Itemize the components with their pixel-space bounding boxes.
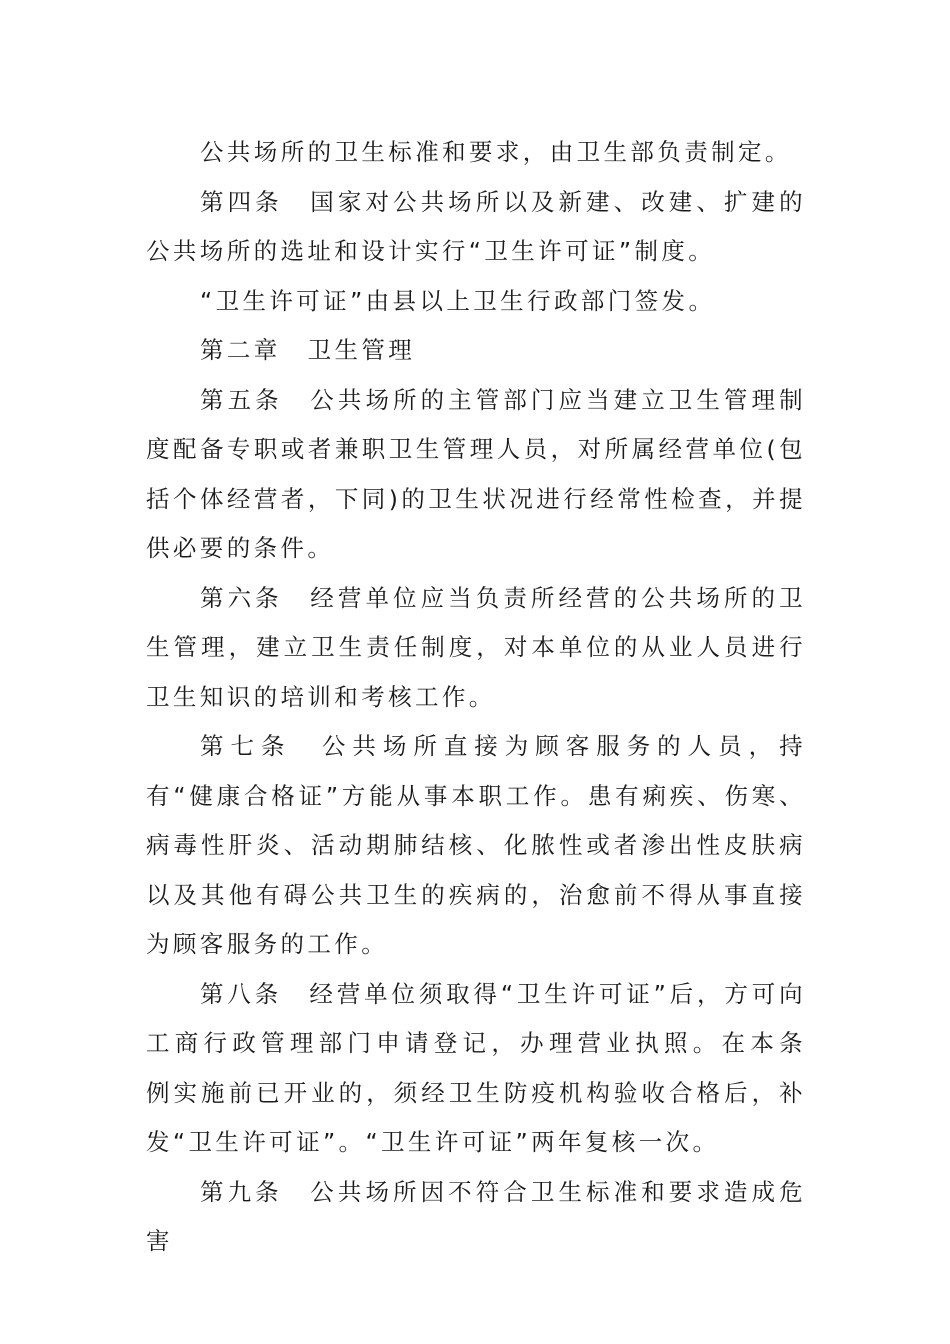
paragraph-license-issuer: “卫生许可证”由县以上卫生行政部门签发。 (200, 286, 716, 315)
paragraph-article-5: 第五条 公共场所的主管部门应当建立卫生管理制度配备专职或者兼职卫生管理人员，对所属经营单位(包括个体经营者，下同)的卫生状况进行经常性检查，并提供必要的条件。 (146, 385, 806, 562)
paragraph-standards: 公共场所的卫生标准和要求，由卫生部负责制定。 (200, 138, 792, 166)
document-body (146, 128, 833, 1267)
paragraph-article-7: 第七条 公共场所直接为顾客服务的人员，持有“健康合格证”方能从事本职工作。患有痢疾、伤寒、病毒性肝炎、活动期肺结核、化脓性或者渗出性皮肤病以及其他有碍公共卫生的疾病的，治愈前不得从事直接为顾客服务的工作。 (146, 732, 806, 958)
paragraph-article-9: 第九条 公共场所因不符合卫生标准和要求造成危害 (146, 1177, 806, 1255)
paragraph-article-4: 第四条 国家对公共场所以及新建、改建、扩建的公共场所的选址和设计实行“卫生许可证”制度。 (146, 187, 806, 265)
paragraph-article-8: 第八条 经营单位须取得“卫生许可证”后，方可向工商行政管理部门申请登记，办理营业执照。在本条 例实施前已开业的，须经卫生防疫机构验收合格后，补发“卫生许可证”。“卫生许可证”两年复核一次。 (146, 979, 833, 1156)
paragraph-article-6: 第六条 经营单位应当负责所经营的公共场所的卫生管理，建立卫生责任制度，对本单位的从业人员进行卫生知识的培训和考核工作。 (146, 583, 806, 711)
chapter-2-heading: 第二章 卫生管理 (200, 336, 416, 364)
